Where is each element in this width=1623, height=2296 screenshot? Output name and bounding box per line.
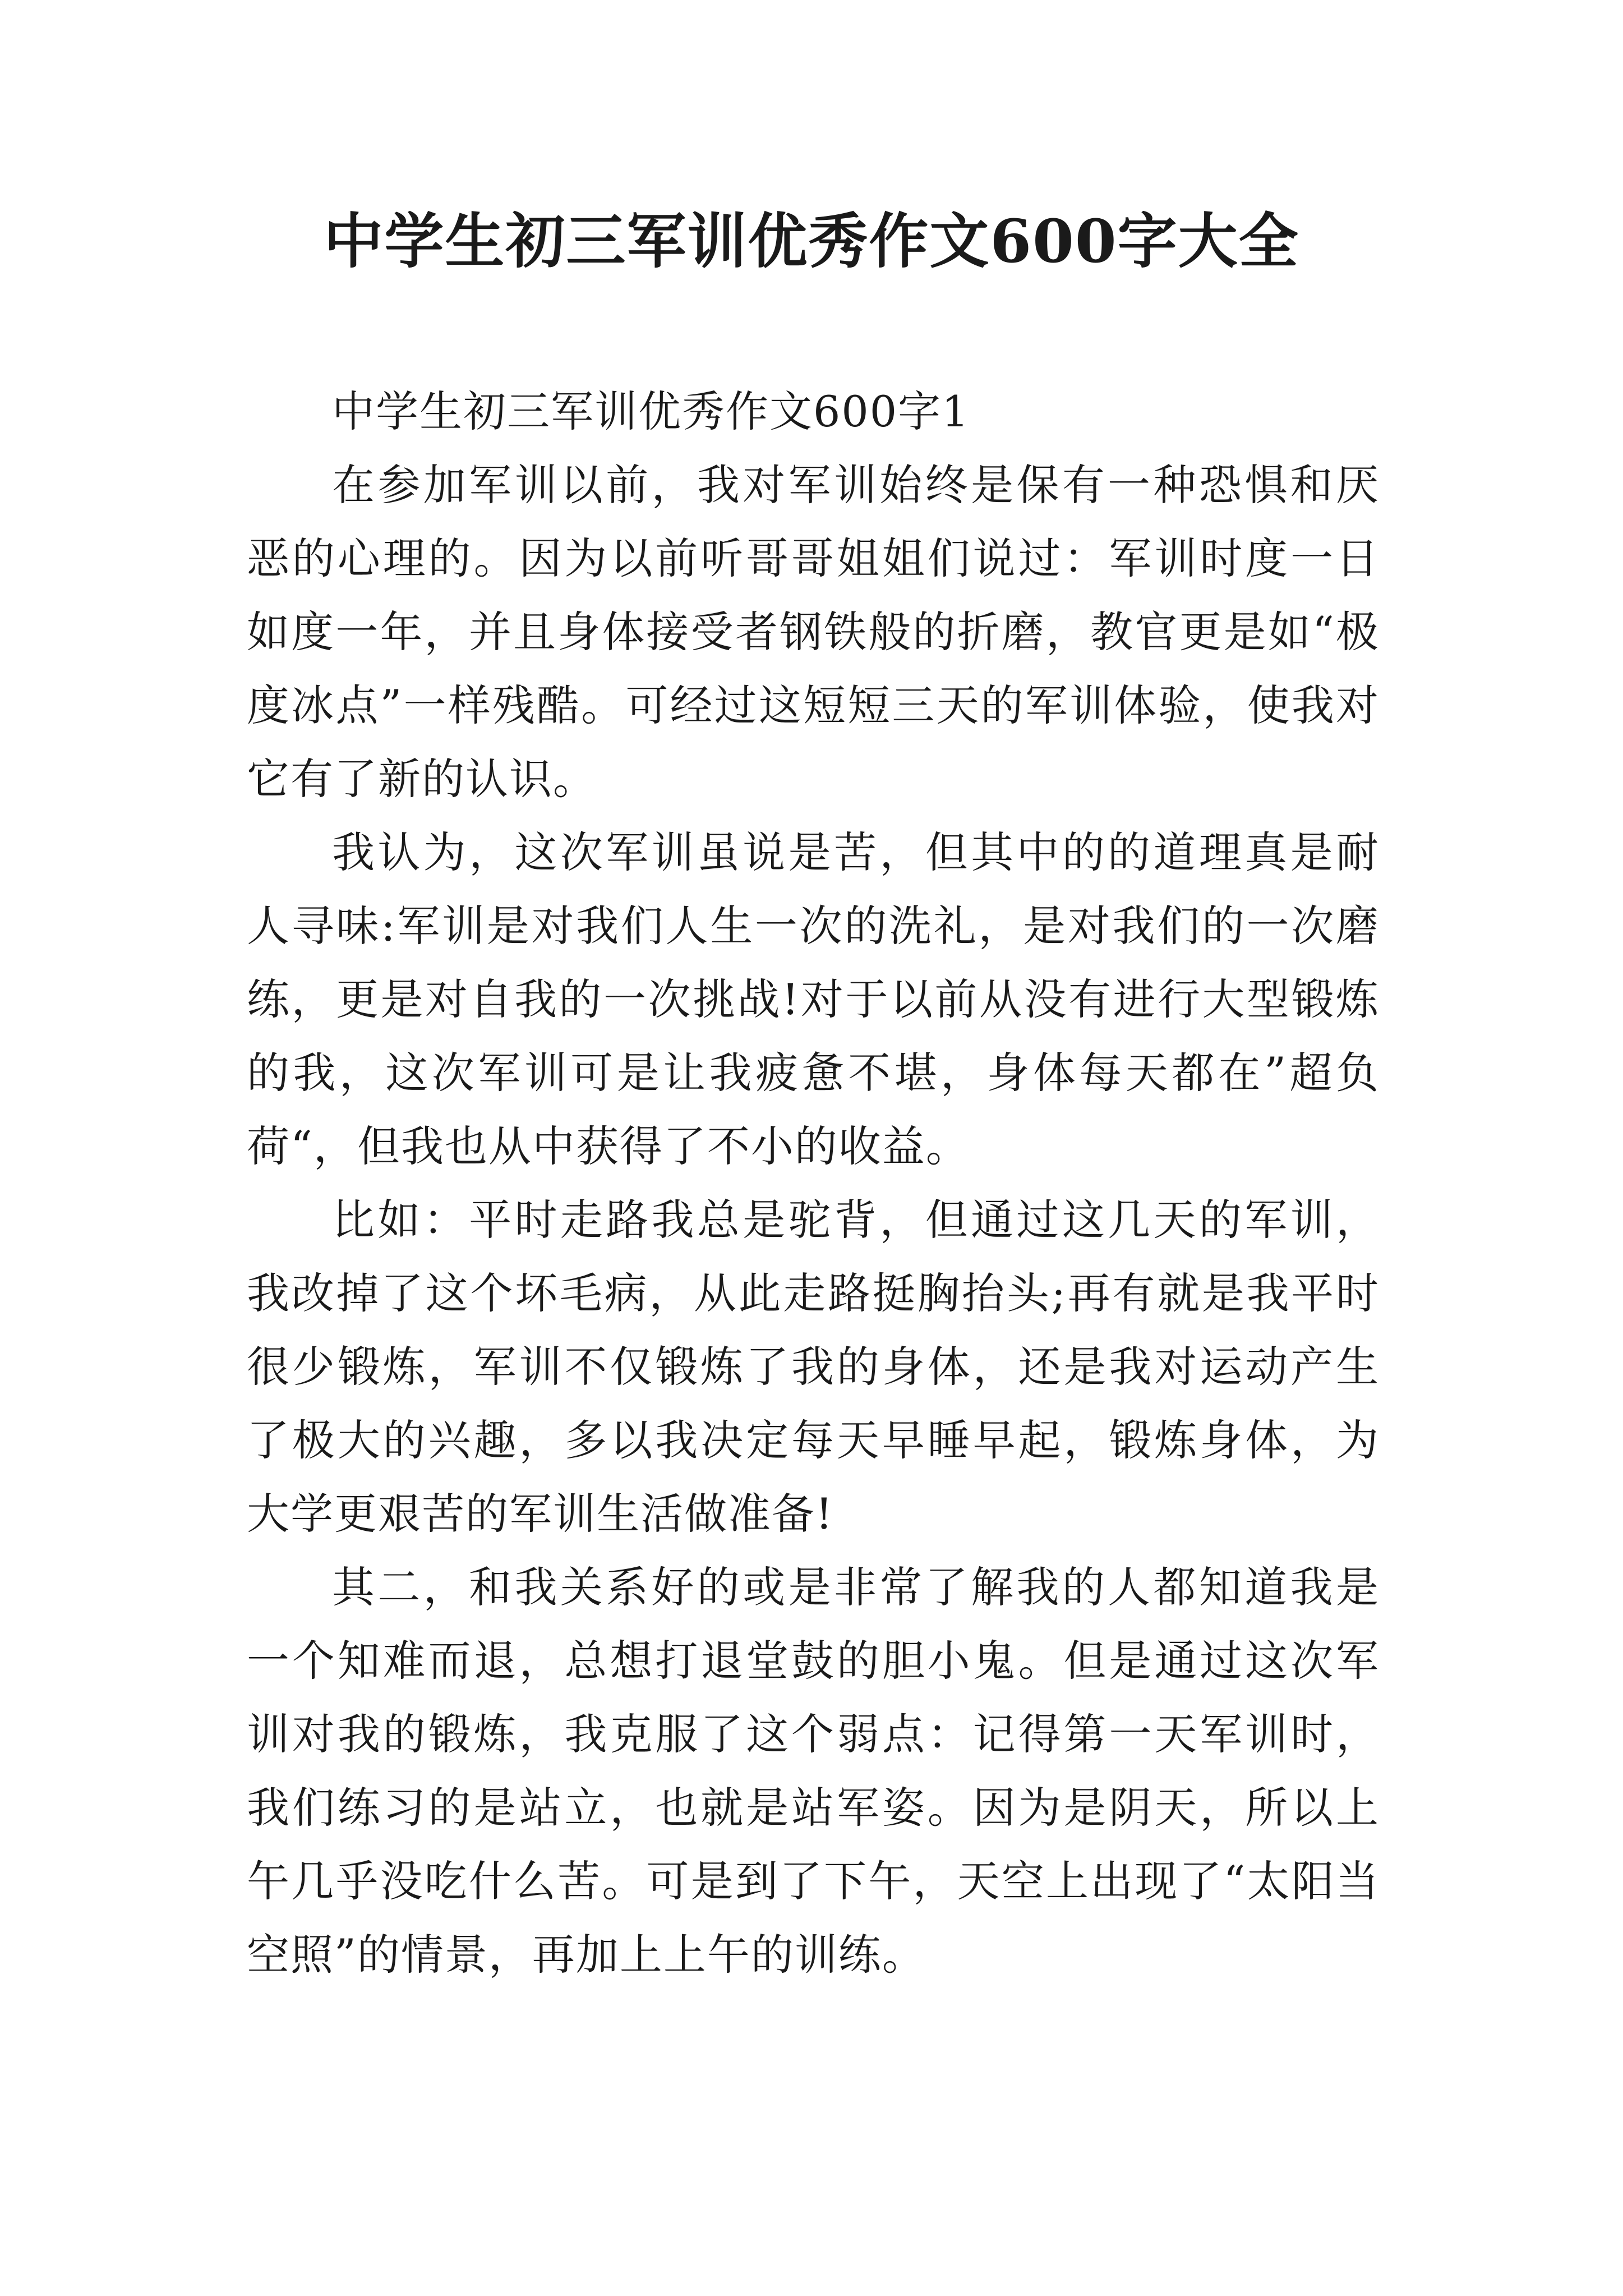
paragraph: 比如：平时走路我总是驼背，但通过这几天的军训，我改掉了这个坏毛病，从此走路挺胸抬头;再有就是我平时很少锻炼，军训不仅锻炼了我的身体，还是我对运动产生了极大的兴趣，多以我决定每天早睡早起，锻炼身体，为大学更艰苦的军训生活做准备! [247, 1195, 1380, 1539]
document-title: 中学生初三军训优秀作文600字大全 [324, 206, 1299, 276]
essay-subtitle: 中学生初三军训优秀作文600字1 [332, 386, 970, 436]
document-body [247, 375, 1380, 1991]
paragraph: 在参加军训以前，我对军训始终是保有一种恐惧和厌恶的心理的。因为以前听哥哥姐姐们说过：军训时度一日如度一年，并且身体接受者钢铁般的折磨，教官更是如“极度冰点”一样残酷。可经过这短短三天的军训体验，使我对它有了新的认识。 [247, 460, 1380, 804]
paragraph: 其二，和我关系好的或是非常了解我的人都知道我是一个知难而退，总想打退堂鼓的胆小鬼。但是通过这次军训对我的锻炼，我克服了这个弱点：记得第一天军训时，我们练习的是站立，也就是站军姿。因为是阴天，所以上午几乎没吃什么苦。可是到了下午，天空上出现了“太阳当空照”的情景，再加上上午的训练。 [247, 1562, 1380, 1980]
paragraph: 我认为，这次军训虽说是苦，但其中的的道理真是耐人寻味:军训是对我们人生一次的洗礼，是对我们的一次磨练，更是对自我的一次挑战!对于以前从没有进行大型锻炼的我，这次军训可是让我疲惫不堪，身体每天都在”超负荷“，但我也从中获得了不小的收益。 [247, 827, 1380, 1171]
